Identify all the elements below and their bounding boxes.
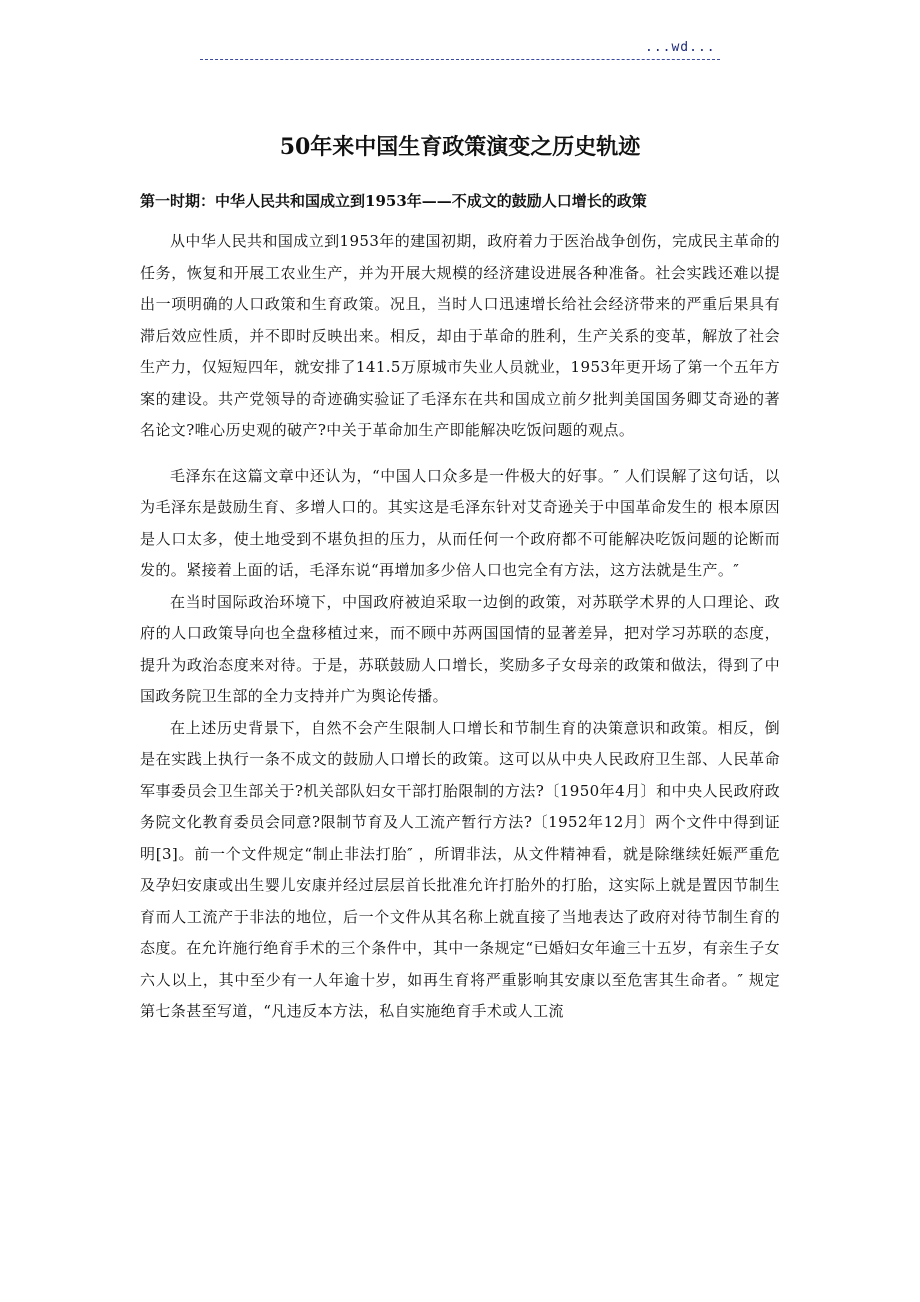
paragraph-2: 毛泽东在这篇文章中还认为，“中国人口众多是一件极大的好事。″ 人们误解了这句话，以为毛泽东是鼓励生育、多增人口的。其实这是毛泽东针对艾奇逊关于中国革命发生的 根本原因是人口太多，使土地受到不堪负担的压力，从而任何一个政府都不可能解决吃饭问题的论断而发的。紧接着上面的话，毛泽东说“再增加多少倍人口也完全有方法，这方法就是生产。″: [140, 466, 780, 579]
header-mark: ...wd...: [645, 40, 716, 55]
header-divider: [200, 59, 720, 60]
paragraph-3: 在当时国际政治环境下，中国政府被迫采取一边倒的政策，对苏联学术界的人口理论、政府的人口政策导向也全盘移植过来，而不顾中苏两国国情的显著差异，把对学习苏联的态度，提升为政治态度来对待。于是，苏联鼓励人口增长，奖励多子女母亲的政策和做法，得到了中国政务院卫生部的全力支持并广为舆论传播。: [140, 592, 780, 705]
section-heading: 第一时期：中华人民共和国成立到1953年——不成文的鼓励人口增长的政策: [140, 192, 647, 210]
document-body: [140, 226, 780, 1028]
document-title: 50年来中国生育政策演变之历史轨迹: [279, 134, 641, 160]
paragraph-1: 从中华人民共和国成立到1953年的建国初期，政府着力于医治战争创伤，完成民主革命的任务，恢复和开展工农业生产，并为开展大规模的经济建设进展各种准备。社会实践还难以提出一项明确的人口政策和生育政策。况且，当时人口迅速增长给社会经济带来的严重后果具有滞后效应性质，并不即时反映出来。相反，却由于革命的胜利，生产关系的变革，解放了社会生产力，仅短短四年，就安排了141.5万原城市失业人员就业，1953年更开场了第一个五年方案的建设。共产党领导的奇迹确实验证了毛泽东在共和国成立前夕批判美国国务卿艾奇逊的著名论文?唯心历史观的破产?中关于革命加生产即能解决吃饭问题的观点。: [140, 232, 780, 439]
paragraph-4: 在上述历史背景下，自然不会产生限制人口增长和节制生育的决策意识和政策。相反，倒是在实践上执行一条不成文的鼓励人口增长的政策。这可以从中央人民政府卫生部、人民革命军事委员会卫生部关于?机关部队妇女干部打胎限制的方法?〔1950年4月〕和中央人民政府政务院文化教育委员会同意?限制节育及人工流产暂行方法?〔1952年12月〕两个文件中得到证明[3]。前一个文件规定“制止非法打胎″ ，所谓非法，从文件精神看，就是除继续妊娠严重危及孕妇安康或出生婴儿安康并经过层层首长批准允许打胎外的打胎，这实际上就是置因节制生育而人工流产于非法的地位，后一个文件从其名称上就直接了当地表达了政府对待节制生育的态度。在允许施行绝育手术的三个条件中，其中一条规定“已婚妇女年逾三十五岁，有亲生子女六人以上，其中至少有一人年逾十岁，如再生育将严重影响其安康以至危害其生命者。″ 规定第七条甚至写道，“凡违反本方法，私自实施绝育手术或人工流: [140, 718, 780, 1020]
